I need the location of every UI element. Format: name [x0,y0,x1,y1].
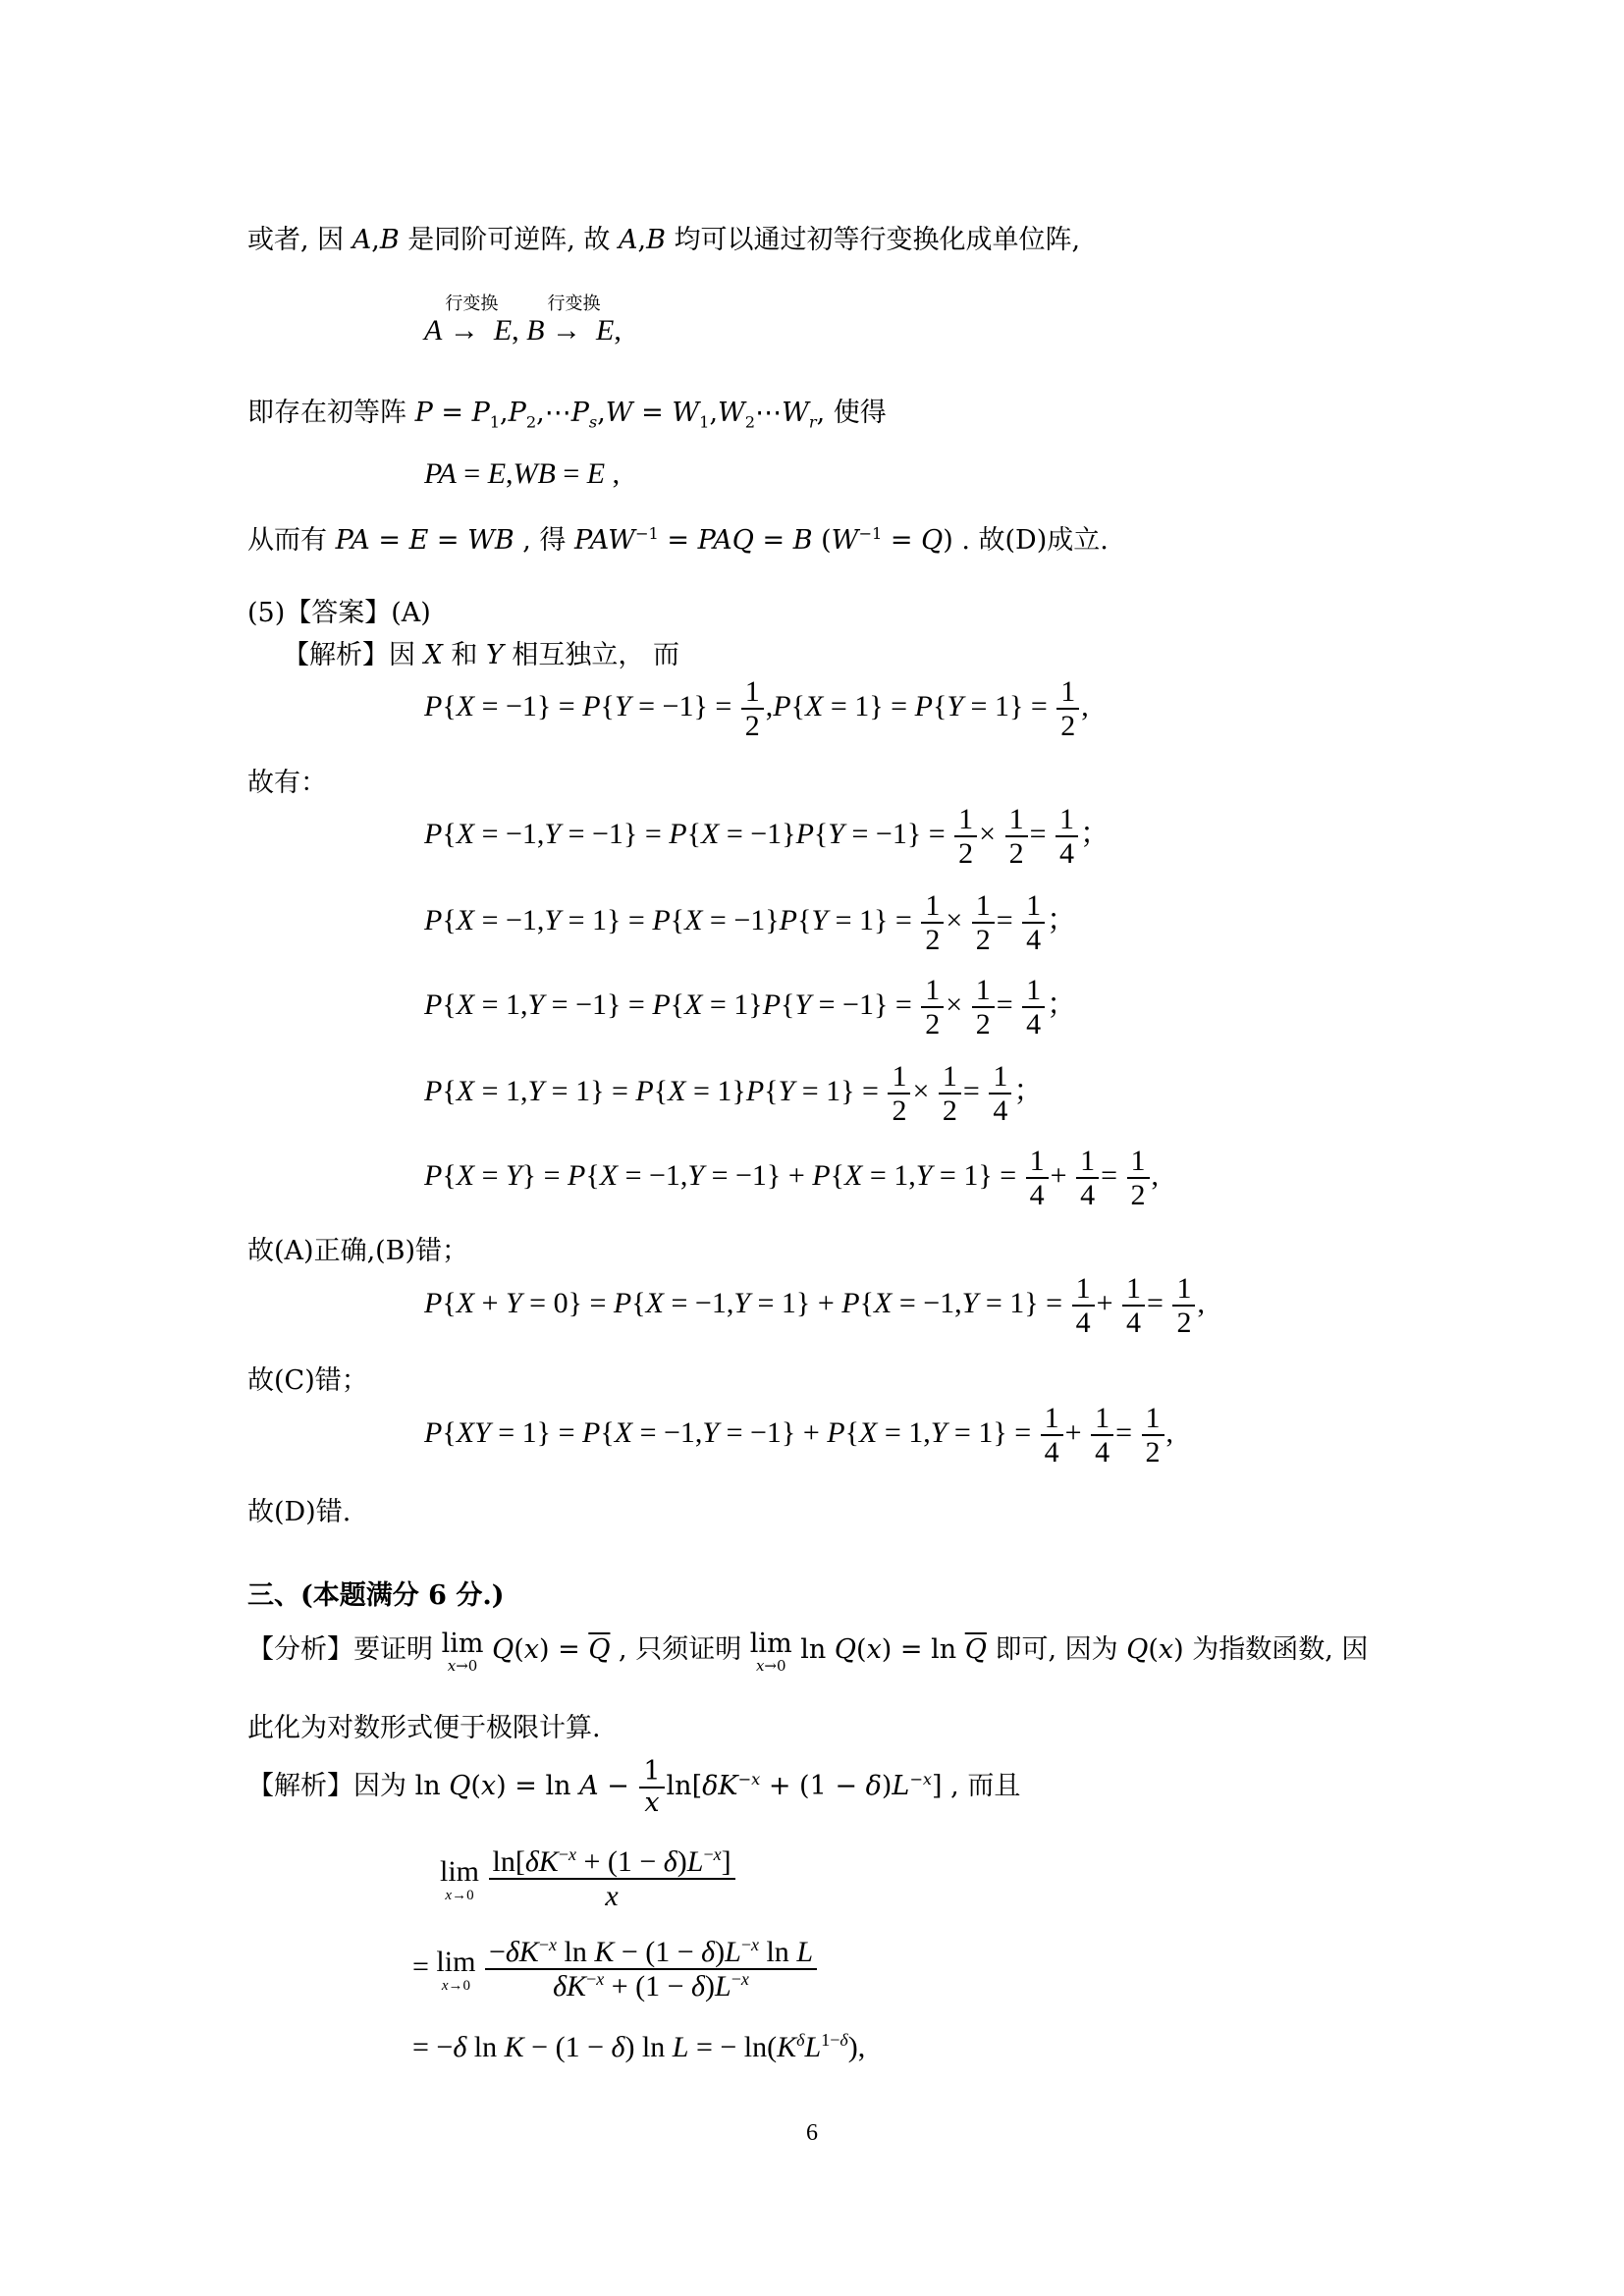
text-line-22: 此化为对数形式便于极限计算. [247,1713,601,1743]
page-number: 6 [806,2120,818,2146]
equation-limit-2: = lim x→0 $\frac{-\delta K^{-x} \ln K - (1 - \delta)L^{-x} \ln L}{\delta K^{-x} + (1 - \delta)L^{-x}}$ [412,1936,819,2002]
equation-joint-1: P{X = −1,Y = −1} = P{X = −1}P{Y = −1} = $\frac{1}{2}$ × $\frac{1}{2}$ = $\frac{1}{4}$ ； [424,803,1110,870]
equation-joint-4: P{X = 1,Y = 1} = P{X = 1}P{Y = 1} = $\frac{1}{2}$ × $\frac{1}{2}$ = $\frac{1}{4}$ ； [424,1060,1044,1127]
arrow-with-label-2: 行变换 B → E, [526,294,622,347]
text-line-3: 即存在初等阵 $P = P_1,P_2,\cdots P_s,W$ = $W_1,W_2\cdots W_r$, 使得 [247,398,887,432]
text-line-17: 故(C)错； [247,1365,368,1396]
equation-limit-1: lim x→0 $\frac{\ln[\delta K^{-x} + (1 - \delta)L^{-x}]}{x}$ [440,1845,737,1912]
text-line-23: 【解析】因为 ln Q(x) = ln A − $\frac{1}{x}$ $\ln[\delta K^{-x} + (1 - \delta)L^{-x}]$ , 而且 [247,1756,1021,1818]
analysis-5-intro: 【解析】因 X 和 Y 相互独立， 而 [283,640,679,670]
section-heading-3: 三、(本题满分 6 分.) [247,1580,505,1611]
equation-joint-3: P{X = 1,Y = −1} = P{X = 1}P{Y = −1} = $\frac{1}{2}$ × $\frac{1}{2}$ = $\frac{1}{4}$ ； [424,974,1077,1041]
arrow-with-label: 行变换 A → E, [424,294,519,347]
text-line-19: 故(D)错. [247,1497,352,1527]
equation-marginals: P{X = −1} = P{Y = −1} = $\frac{1}{2}$ ,P{X = 1} = P{Y = 1} = $\frac{1}{2}$ , [424,675,1089,742]
equation-joint-2: P{X = −1,Y = 1} = P{X = −1}P{Y = 1} = $\frac{1}{2}$ × $\frac{1}{2}$ = $\frac{1}{4}$ ； [424,889,1077,956]
text-line-15: 故(A)正确,(B)错； [247,1236,469,1266]
equation-row-transform [424,294,622,347]
text-line-21: 【分析】要证明 lim x→0 $Q(x) = \overline{Q}$ , 只须证明 lim x→0 $\ln Q(x) = \ln \overline{Q}$ 即可, 因为 Q(x) 为指数函数, 因 [247,1628,1369,1675]
equation-pa-e: PA = E,WB = E , [424,457,621,490]
answer-5: (5)【答案】(A) [247,598,431,628]
equation-xy: P{XY = 1} = P{X = −1,Y = −1} + P{X = 1,Y = 1} = $\frac{1}{4}$ + $\frac{1}{4}$ = $\frac{1}{2}$ , [424,1402,1174,1468]
equation-x-plus-y: P{X + Y = 0} = P{X = −1,Y = 1} + P{X = −1,Y = 1} = $\frac{1}{4}$ + $\frac{1}{4}$ = $\frac{1}{2}$ , [424,1272,1205,1339]
equation-limit-3: = −δ ln K − (1 − δ) ln L = − $\ln(K^\delta L^{1-\delta})$, [412,2030,866,2063]
text-line-5: 从而有 PA = E = WB , 得 $PAW^{-1}$ = PAQ = B $(W^{-1} = Q)$ . 故(D)成立. [247,524,1109,556]
text-line-1: 或者, 因 A,B 是同阶可逆阵, 故 A,B 均可以通过初等行变换化成单位阵, [247,225,1081,255]
equation-x-eq-y: P{X = Y} = P{X = −1,Y = −1} + P{X = 1,Y = 1} = $\frac{1}{4}$ + $\frac{1}{4}$ = $\frac{1}{2}$ , [424,1145,1160,1211]
text-line-9: 故有： [247,768,327,798]
